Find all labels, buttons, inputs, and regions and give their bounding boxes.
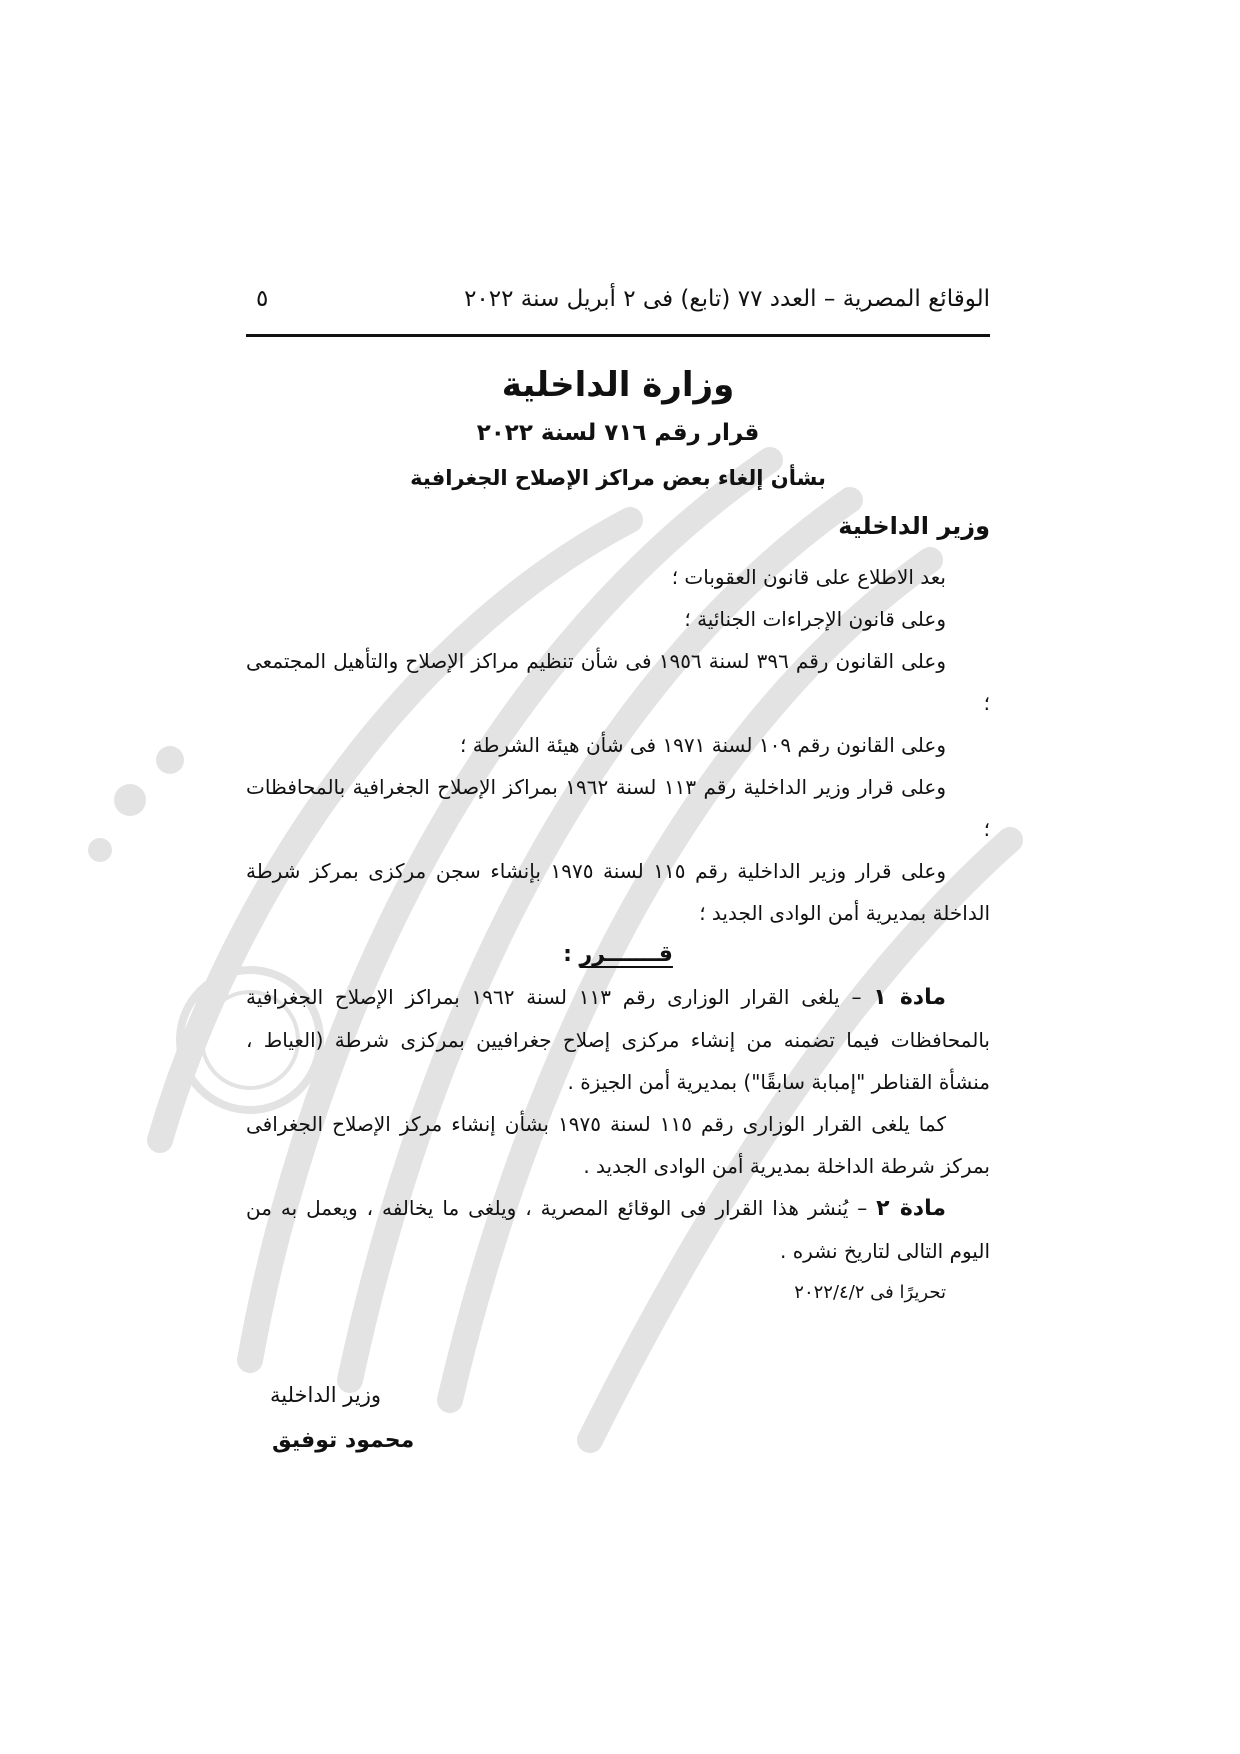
article-1-text: – يلغى القرار الوزارى رقم ١١٣ لسنة ١٩٦٢ بمراكز الإصلاح الجغرافية بالمحافظات فيما تضمنه من إنشاء مركزى إصلاح جغرافيين بمركزى شرطة (العياط ، منشأة القناطر "إمبابة سابقًا") بمديرية أمن الجيزة . [246, 985, 990, 1094]
header-rule [246, 334, 990, 337]
preamble-item: وعلى قرار وزير الداخلية رقم ١١٥ لسنة ١٩٧٥ بإنشاء سجن مركزى بمركز شرطة الداخلة بمديرية أمن الوادى الجديد ؛ [246, 859, 990, 925]
article-2 [246, 1187, 990, 1272]
article-1 [246, 976, 990, 1103]
page-header [246, 286, 990, 322]
decree-subject: بشأن إلغاء بعض مراكز الإصلاح الجغرافية [410, 466, 826, 490]
decree-body [246, 556, 990, 1314]
signature-role: وزير الداخلية [270, 1383, 382, 1407]
article-2-label: مادة ٢ [876, 1196, 946, 1221]
article-1-extra: كما يلغى القرار الوزارى رقم ١١٥ لسنة ١٩٧٥ بشأن إنشاء مركز الإصلاح الجغرافى بمركز شرطة الداخلة بمديرية أمن الوادى الجديد . [246, 1112, 990, 1178]
preamble-item: وعلى قرار وزير الداخلية رقم ١١٣ لسنة ١٩٦٢ بمراكز الإصلاح الجغرافية بالمحافظات ؛ [246, 775, 990, 841]
signature-name: محمود توفيق [272, 1428, 415, 1453]
article-1-label: مادة ١ [873, 985, 946, 1010]
decides-colon: : [563, 942, 580, 967]
preamble-item: وعلى قانون الإجراءات الجنائية ؛ [684, 607, 946, 631]
preamble-item: وعلى القانون رقم ٣٩٦ لسنة ١٩٥٦ فى شأن تنظيم مراكز الإصلاح والتأهيل المجتمعى ؛ [246, 649, 990, 715]
decides-heading [246, 934, 990, 976]
article-2-text: – يُنشر هذا القرار فى الوقائع المصرية ، ويلغى ما يخالفه ، ويعمل به من اليوم التالى لتاريخ نشره . [246, 1196, 990, 1263]
decree-number: قرار رقم ٧١٦ لسنة ٢٠٢٢ [476, 420, 760, 446]
ministry-title: وزارة الداخلية [501, 365, 735, 405]
preamble-item: وعلى القانون رقم ١٠٩ لسنة ١٩٧١ فى شأن هيئة الشرطة ؛ [460, 733, 946, 757]
page-number: ٥ [256, 286, 269, 312]
decides-label: قـــــــرر [579, 942, 673, 967]
gazette-header-title: الوقائع المصرية – العدد ٧٧ (تابع) فى ٢ أبريل سنة ٢٠٢٢ [464, 286, 990, 312]
issue-date: تحريرًا فى ٢٠٢٢/٤/٢ [794, 1282, 946, 1303]
issuer-heading: وزير الداخلية [838, 512, 990, 540]
preamble-item: بعد الاطلاع على قانون العقوبات ؛ [671, 565, 946, 589]
